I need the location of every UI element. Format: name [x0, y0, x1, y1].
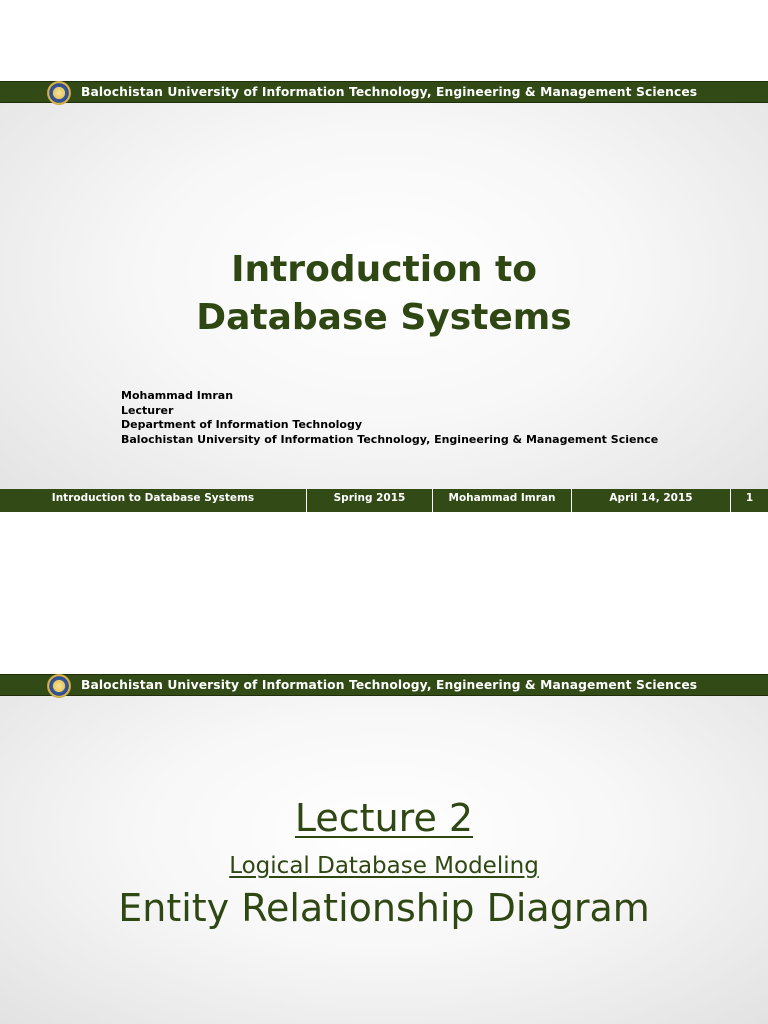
slide-footer-bar: [0, 489, 768, 512]
author-department: Department of Information Technology: [121, 418, 363, 431]
header-institution-name: Balochistan University of Information Technology, Engineering & Management Sciences: [81, 85, 698, 99]
title-line-2: Database Systems: [196, 297, 572, 338]
university-seal-icon: [47, 674, 71, 698]
lecture-title: Lecture 2: [294, 796, 474, 840]
author-name: Mohammad Imran: [121, 389, 234, 402]
footer-date: April 14, 2015: [572, 489, 731, 512]
slide-title: [0, 246, 768, 342]
lecture-heading: Entity Relationship Diagram: [118, 886, 650, 930]
university-seal-icon: [47, 81, 71, 105]
footer-course: Introduction to Database Systems: [0, 489, 307, 512]
slide-header-bar: [0, 674, 768, 696]
lecture-subtitle: Logical Database Modeling: [229, 853, 539, 879]
footer-instructor: Mohammad Imran: [433, 489, 572, 512]
slide-header-bar: [0, 81, 768, 103]
header-institution-name: Balochistan University of Information Technology, Engineering & Management Sciences: [81, 678, 698, 692]
slide-1: [0, 81, 768, 512]
footer-page-number: 1: [745, 492, 754, 504]
author-block: [121, 389, 658, 447]
slide-2: [0, 674, 768, 1024]
author-institution: Balochistan University of Information Technology, Engineering & Management Science: [121, 432, 659, 446]
title-line-1: Introduction to: [231, 249, 537, 290]
author-position: Lecturer: [121, 403, 174, 417]
footer-semester: Spring 2015: [307, 489, 433, 512]
